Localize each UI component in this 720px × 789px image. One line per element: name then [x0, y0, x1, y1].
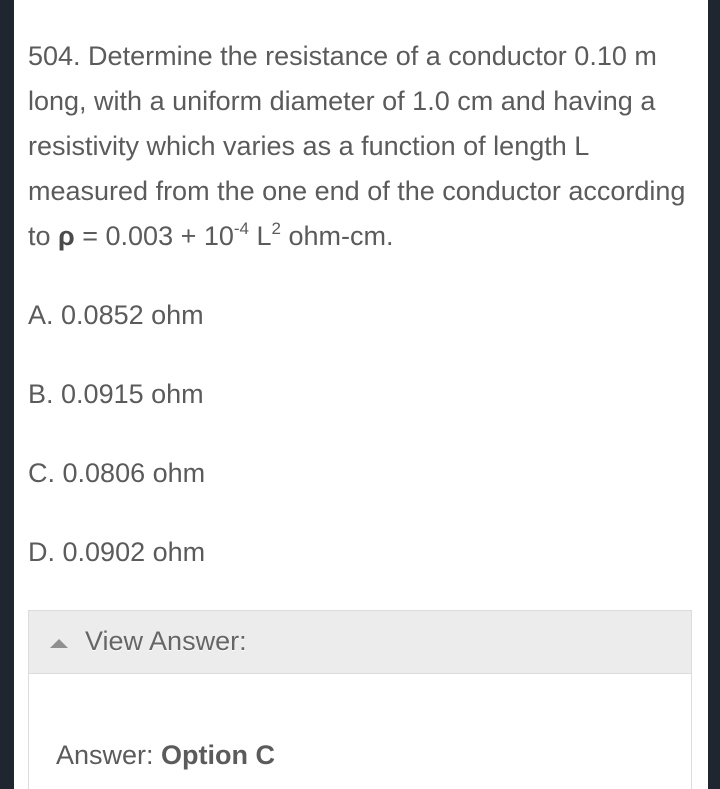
option-b	[28, 378, 204, 410]
option-a-text: 0.0852 ohm	[61, 300, 204, 330]
option-c-letter: C.	[28, 458, 55, 488]
formula-part-2: L	[249, 221, 272, 251]
question-card	[14, 0, 708, 789]
option-b-letter: B.	[28, 379, 54, 409]
option-a-letter: A.	[28, 300, 54, 330]
exponent-1: -4	[233, 219, 250, 238]
answer-accordion	[28, 610, 692, 789]
answer-prefix: Answer:	[56, 740, 162, 770]
formula-part-3: ohm-cm.	[281, 221, 394, 251]
exponent-2: 2	[271, 219, 282, 238]
view-answer-toggle[interactable]	[29, 611, 691, 674]
view-answer-label: View Answer:	[85, 626, 247, 656]
formula-part-1: = 0.003 + 10	[74, 221, 234, 251]
option-b-text: 0.0915 ohm	[61, 379, 204, 409]
option-c	[28, 457, 205, 489]
option-c-text: 0.0806 ohm	[62, 458, 206, 488]
question-intro: 504. Determine the resistance of a conductor 0.10 m long, with a uniform diameter of 1.0 cm and having a resistivity which varies as a function of length L measured from the one end of the conductor according to	[28, 41, 686, 251]
option-d-letter: D.	[28, 537, 55, 567]
question-text	[28, 34, 698, 259]
rho-symbol: ρ	[58, 221, 75, 251]
option-d	[28, 536, 205, 568]
caret-up-icon	[50, 639, 68, 648]
option-d-text: 0.0902 ohm	[62, 537, 206, 567]
answer-value: Option C	[161, 740, 276, 770]
answer-content	[56, 739, 275, 771]
option-a	[28, 299, 204, 331]
